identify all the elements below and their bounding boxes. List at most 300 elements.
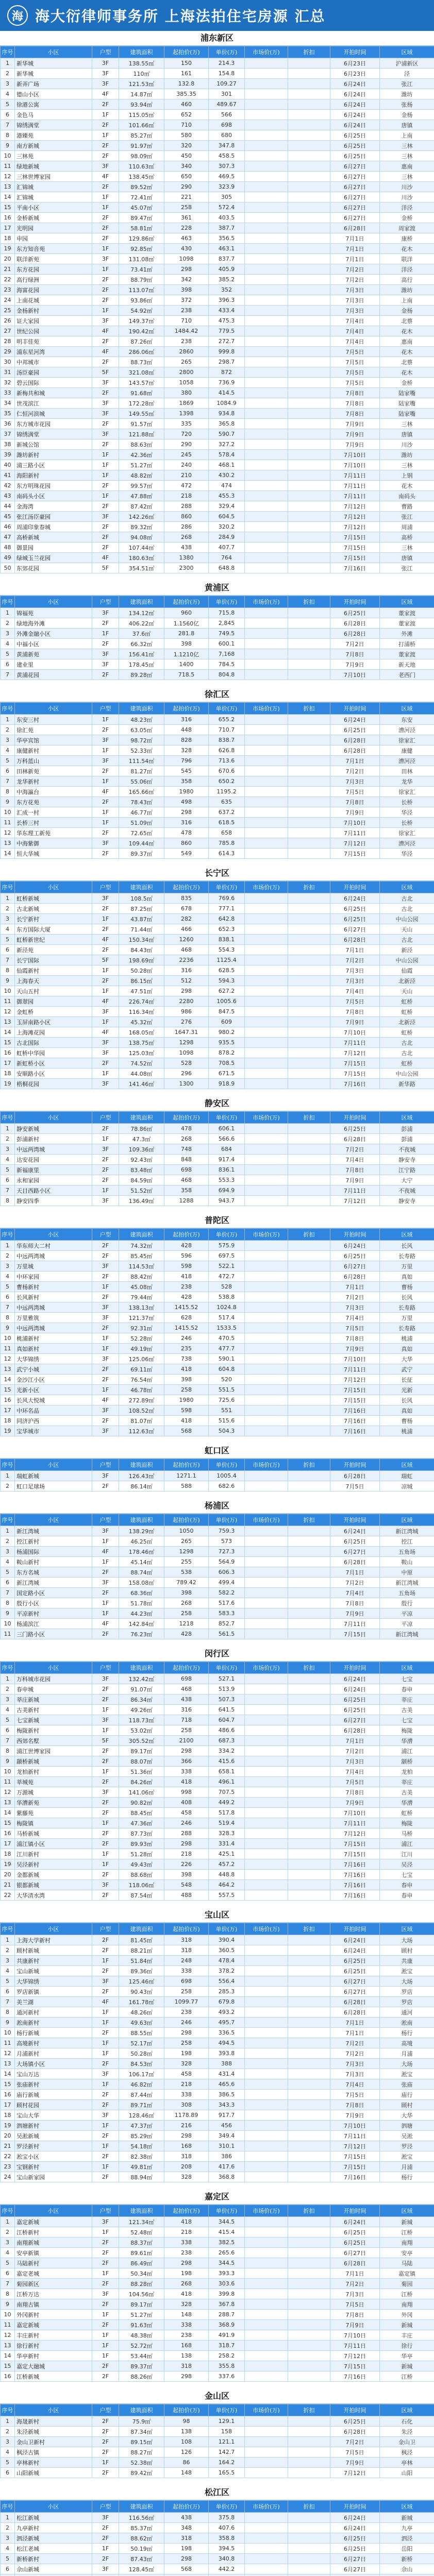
table-cell: 黄浦新苑 (15, 649, 92, 659)
table-cell: 298 (164, 2554, 209, 2564)
table-cell: 7月11日 (330, 1038, 380, 1048)
table-cell: 8 (1, 965, 15, 976)
table-cell: 7月8日 (330, 2310, 380, 2320)
table-cell: 331.4 (209, 1839, 245, 1849)
table-cell: 1F (92, 2341, 119, 2351)
table-cell: 龙柏 (380, 1767, 434, 1777)
table-cell: 山阳新城 (15, 2468, 92, 2478)
table-cell: 463 (164, 233, 209, 244)
table-cell: 356.5 (209, 233, 245, 244)
table-cell (288, 735, 330, 745)
table-cell: 3F (92, 429, 119, 439)
table-cell: 517.6 (209, 1598, 245, 1608)
table-cell: 4 (1, 1966, 15, 1976)
table-cell: 北蔡 (380, 357, 434, 367)
table-cell: 7月1日 (330, 945, 380, 955)
table-cell (245, 491, 288, 501)
table-row (1, 2574, 434, 2576)
table-cell (288, 306, 330, 316)
table-cell: 3F (92, 838, 119, 849)
table-cell: 1.1210亿 (164, 649, 209, 659)
table-row (1, 1870, 434, 1880)
table-cell (288, 481, 330, 491)
table-cell: 360.5 (209, 1945, 245, 1956)
table-cell: 万里 (380, 1261, 434, 1272)
table-cell (245, 1048, 288, 1058)
table-cell: 4F (92, 1619, 119, 1629)
table-cell: 2F (92, 439, 119, 450)
table-cell: 14 (1, 2069, 15, 2079)
table-cell: 13 (1, 2341, 15, 2351)
column-header: 开拍时间 (330, 1514, 380, 1526)
table-cell: 田林 (380, 766, 434, 776)
table-cell: 736.9 (209, 378, 245, 388)
table-cell: 417.6 (209, 2162, 245, 2172)
table-cell: 91.63㎡ (119, 2320, 164, 2330)
table-cell: 1 (1, 58, 15, 69)
table-cell: 456 (209, 2121, 245, 2131)
table-cell (288, 2248, 330, 2258)
table-cell (245, 608, 288, 618)
table-cell: 7月2日 (330, 955, 380, 965)
table-cell (288, 1859, 330, 1870)
table-cell: 同济沪西 (15, 1416, 92, 1426)
table-cell: 金都新城 (15, 1870, 92, 1880)
table-cell: 132.42㎡ (119, 1674, 164, 1684)
table-cell: 7月5日 (330, 2447, 380, 2458)
column-header: 户型 (92, 1229, 119, 1241)
table-cell: 1F (92, 1705, 119, 1715)
table-cell: 53.44㎡ (119, 2351, 164, 2361)
table-cell: 32 (1, 378, 15, 388)
table-cell: 298 (164, 1746, 209, 1756)
column-header: 折扣 (288, 2404, 330, 2416)
table-cell: 276 (164, 1017, 209, 1027)
table-row (1, 1987, 434, 1997)
table-cell (288, 1684, 330, 1694)
table-row (1, 2268, 434, 2279)
table-cell: 89.15㎡ (119, 2437, 164, 2447)
table-cell: 曹杨 (380, 1282, 434, 1292)
table-cell: 89.47㎡ (119, 213, 164, 223)
table-cell: 7月8日 (330, 1333, 380, 1344)
table-cell: 338 (164, 2090, 209, 2100)
table-cell: 4 (1, 2447, 15, 2458)
table-row (1, 2320, 434, 2330)
table-cell: 329.4 (209, 501, 245, 512)
table-cell (288, 976, 330, 986)
table-cell: 81.45㎡ (119, 1935, 164, 1945)
table-cell: 6月28日 (330, 745, 380, 756)
table-cell: 2F (92, 849, 119, 859)
table-cell: 锦绣满堂 (15, 429, 92, 439)
table-cell (288, 439, 330, 450)
table-row (1, 79, 434, 89)
table-cell: 132.8 (164, 79, 209, 89)
table-cell: 943.7 (209, 1196, 245, 1206)
table-cell: 华漕 (380, 1798, 434, 1808)
table-cell: 655.2 (209, 715, 245, 725)
table-cell (288, 2361, 330, 2371)
table-cell: 7月8日 (330, 1787, 380, 1798)
column-header: 区域 (380, 2404, 434, 2416)
table-cell: 438 (164, 2513, 209, 2523)
table-cell: 128.45㎡ (119, 2564, 164, 2574)
table-cell: 40 (1, 460, 15, 470)
table-cell: 佘山新城 (15, 2564, 92, 2574)
table-cell: 6月25日 (330, 1956, 380, 1966)
table-cell (288, 326, 330, 336)
table-cell (245, 1880, 288, 1890)
column-header: 区域 (380, 2205, 434, 2217)
table-cell: 6月25日 (330, 130, 380, 141)
table-cell: 外冈新村 (15, 2310, 92, 2320)
table-cell: 董家渡 (380, 608, 434, 618)
table-cell: 川沙 (380, 182, 434, 192)
table-cell: 2100 (164, 1736, 209, 1746)
table-row (1, 2151, 434, 2162)
table-cell: 106.17㎡ (119, 2069, 164, 2079)
table-cell: 980.2 (209, 1027, 245, 1038)
table-cell (245, 2533, 288, 2544)
table-cell: 江川 (380, 1849, 434, 1859)
table-cell: 6月24日 (330, 715, 380, 725)
table-cell (119, 2574, 164, 2576)
table-cell (245, 2248, 288, 2258)
table-row (1, 316, 434, 326)
table-cell: 杨行 (380, 2028, 434, 2038)
table-cell: 403.5 (209, 213, 245, 223)
table-cell: 1F (92, 807, 119, 818)
table-cell: 22 (1, 275, 15, 285)
table-cell: 1F (92, 1608, 119, 1619)
table-cell: 2F (92, 1588, 119, 1598)
table-cell: 143.57㎡ (119, 378, 164, 388)
table-cell: 418 (164, 2289, 209, 2299)
table-cell: 世茂滨江 (15, 398, 92, 409)
table-cell: 7月9日 (330, 429, 380, 439)
table-cell (245, 2141, 288, 2151)
table-cell (288, 2533, 330, 2544)
listing-table (0, 1514, 434, 1639)
table-cell (245, 1165, 288, 1175)
table-cell: 670.6 (209, 766, 245, 776)
table-cell: 中原 (380, 1567, 434, 1578)
table-cell: 517.4 (209, 1313, 245, 1323)
table-cell: 472.7 (209, 1272, 245, 1282)
table-cell (288, 1756, 330, 1767)
table-cell: 6月27日 (330, 182, 380, 192)
table-cell: 7 (1, 1302, 15, 1313)
table-row (1, 670, 434, 680)
table-cell: 梅陇 (380, 1818, 434, 1828)
table-cell (245, 1144, 288, 1155)
table-cell: 308 (164, 2100, 209, 2110)
table-cell: 新弄广场 (15, 79, 92, 89)
table-cell: 4 (1, 2544, 15, 2554)
table-cell: 604.7 (209, 1715, 245, 1725)
table-cell: 曹杨新村 (15, 1282, 92, 1292)
table-cell: 7月15日 (330, 1839, 380, 1849)
table-cell: 莘庄新城 (15, 1694, 92, 1705)
table-cell: 华漕新苑 (15, 1798, 92, 1808)
table-cell: 金山卫新村 (15, 2437, 92, 2447)
table-cell: 21 (1, 2141, 15, 2151)
table-cell: 绿城玉兰花园 (15, 553, 92, 563)
table-cell (245, 1629, 288, 1639)
table-cell: 121.88㎡ (119, 429, 164, 439)
table-cell: 凉城 (380, 1481, 434, 1492)
table-cell: 13 (1, 182, 15, 192)
table-row (1, 1567, 434, 1578)
table-cell: 7月1日 (330, 254, 380, 264)
table-cell: 吴泾新村 (15, 1859, 92, 1870)
table-cell: 51.84㎡ (119, 1956, 164, 1966)
table-cell: 4 (1, 745, 15, 756)
table-cell: 290 (164, 182, 209, 192)
column-header: 小区 (15, 1514, 92, 1526)
table-cell (245, 1058, 288, 1069)
table-cell: 129.1 (209, 2416, 245, 2427)
table-cell: 836.1 (209, 1165, 245, 1175)
table-cell: 华东理工新苑 (15, 828, 92, 838)
table-cell: 538.8 (209, 1292, 245, 1302)
table-cell (245, 264, 288, 275)
table-cell (245, 1405, 288, 1416)
table-cell (288, 2268, 330, 2279)
table-cell: 698 (164, 1674, 209, 1684)
table-row (1, 955, 434, 965)
table-cell: 658 (209, 828, 245, 838)
table-cell: 88.45㎡ (119, 1808, 164, 1818)
table-cell: 20 (1, 2131, 15, 2141)
table-cell (245, 1069, 288, 1079)
table-cell: 6月27日 (330, 192, 380, 202)
table-cell: 2 (1, 618, 15, 629)
table-cell (288, 295, 330, 306)
table-cell: 455.3 (209, 491, 245, 501)
table-cell: 235 (164, 1344, 209, 1354)
table-cell: 大华锦绣 (15, 1976, 92, 1987)
table-cell: 东方城市花园 (15, 419, 92, 429)
table-cell: 450 (164, 151, 209, 161)
column-header: 区域 (380, 1923, 434, 1935)
section-spacer (0, 859, 434, 866)
table-cell: 罗店 (380, 1997, 434, 2007)
column-header: 户型 (92, 2404, 119, 2416)
table-cell: 彭浦 (380, 1124, 434, 1134)
table-cell: 116.56㎡ (119, 2513, 164, 2523)
table-cell: 491.9 (209, 2330, 245, 2341)
table-cell: 万科蓝山 (15, 756, 92, 766)
table-cell: 557.5 (209, 1890, 245, 1901)
table-cell: 408 (164, 1798, 209, 1808)
table-cell: 汤臣豪园 (15, 367, 92, 378)
column-header: 户型 (92, 1662, 119, 1674)
table-cell: 37 (1, 429, 15, 439)
table-cell: 5 (1, 99, 15, 110)
table-cell: 1F (92, 1536, 119, 1547)
table-cell: 142.84㎡ (119, 1619, 164, 1629)
table-cell: 华泾 (380, 849, 434, 859)
table-cell: 东安 (380, 715, 434, 725)
table-cell: 中环名品 (15, 1405, 92, 1416)
table-cell (288, 1674, 330, 1684)
table-cell (245, 1302, 288, 1313)
table-row (1, 1302, 434, 1313)
table-row (1, 1017, 434, 1027)
column-header: 区域 (380, 1229, 434, 1241)
table-cell: 11 (1, 1777, 15, 1787)
table-cell: 中海紫御 (15, 838, 92, 849)
table-cell (245, 357, 288, 367)
table-row (1, 213, 434, 223)
table-cell (288, 1426, 330, 1436)
table-cell (245, 306, 288, 316)
table-row (1, 244, 434, 254)
table-row (1, 306, 434, 316)
table-cell: 7月3日 (330, 2059, 380, 2069)
table-cell: 7月2日 (330, 766, 380, 776)
section-spacer (0, 2182, 434, 2190)
column-header: 市场价(万) (245, 2205, 288, 2217)
table-cell: 551.5 (209, 1385, 245, 1395)
table-cell: 6月25日 (330, 2227, 380, 2238)
table-row (1, 2416, 434, 2427)
table-cell: 6 (1, 659, 15, 670)
table-cell (288, 409, 330, 419)
table-row (1, 776, 434, 787)
table-cell (245, 1859, 288, 1870)
table-cell: 7月2日 (330, 2048, 380, 2059)
table-cell: 3F (92, 659, 119, 670)
table-cell: 88.73㎡ (119, 357, 164, 367)
column-header: 小区 (15, 1923, 92, 1935)
table-row (1, 1608, 434, 1619)
table-cell: 世纪公园 (15, 326, 92, 336)
table-cell (245, 398, 288, 409)
table-cell (245, 745, 288, 756)
table-cell (245, 213, 288, 223)
table-cell (288, 2258, 330, 2268)
table-row (1, 1333, 434, 1344)
table-row (1, 1629, 434, 1639)
table-cell (245, 2121, 288, 2131)
table-cell: 334.2 (209, 1746, 245, 1756)
table-row (1, 151, 434, 161)
table-cell: 19 (1, 244, 15, 254)
table-cell: 598 (164, 1261, 209, 1272)
table-cell: 578.4 (209, 450, 245, 460)
table-cell (288, 419, 330, 429)
column-header: 建筑面积 (119, 1662, 164, 1674)
table-cell: 金桥 (380, 378, 434, 388)
table-cell: 367.8 (209, 2299, 245, 2310)
table-row (1, 450, 434, 460)
table-cell: 1F (92, 629, 119, 639)
table-row (1, 828, 434, 838)
table-cell: 1F (92, 1017, 119, 1027)
table-cell: 6月25日 (330, 1124, 380, 1134)
table-cell (288, 172, 330, 182)
table-cell: 12 (1, 1354, 15, 1364)
table-cell: 46.77㎡ (119, 807, 164, 818)
column-header: 市场价(万) (245, 1514, 288, 1526)
table-cell: 804.8 (209, 670, 245, 680)
table-cell: 7月15日 (330, 2361, 380, 2371)
table-cell: 496.1 (209, 1777, 245, 1787)
table-cell: 陆家嘴 (380, 388, 434, 398)
table-cell: 2F (92, 1375, 119, 1385)
table-cell (245, 2028, 288, 2038)
table-cell: 7,168 (209, 649, 245, 659)
table-cell: 238 (164, 2007, 209, 2018)
table-cell: 7月5日 (330, 787, 380, 797)
table-cell: 颛桥新城 (15, 1756, 92, 1767)
table-row (1, 429, 434, 439)
table-cell: 1F (92, 130, 119, 141)
table-cell: 新桥新村 (15, 2554, 92, 2564)
table-cell (288, 2458, 330, 2468)
table-cell (245, 2351, 288, 2361)
table-cell (288, 1608, 330, 1619)
column-header: 区域 (380, 1112, 434, 1124)
table-cell: 1F (92, 914, 119, 924)
table-cell: 92.85㎡ (119, 244, 164, 254)
table-cell: 新江湾城 (15, 1578, 92, 1588)
table-cell: 罗店 (380, 1987, 434, 1997)
table-cell: 3 (1, 1694, 15, 1705)
table-cell: 9 (1, 2299, 15, 2310)
table-cell: 47 (1, 532, 15, 543)
table-cell: 7月12日 (330, 512, 380, 522)
table-cell: 田林新苑 (15, 766, 92, 776)
table-row (1, 1196, 434, 1206)
table-row (1, 2289, 434, 2299)
table-cell: 顾村花园 (15, 2100, 92, 2110)
table-cell: 6月23日 (330, 58, 380, 69)
table-cell: 长风新村 (15, 1292, 92, 1302)
table-cell: 1298 (164, 1038, 209, 1048)
table-cell: 7月9日 (330, 1344, 380, 1354)
table-cell: 1F (92, 491, 119, 501)
table-cell: 新城 (380, 2217, 434, 2227)
table-cell: 3 (1, 735, 15, 745)
table-cell: 4 (1, 1705, 15, 1715)
table-cell: 548 (164, 1880, 209, 1890)
column-header: 单价(万) (209, 2404, 245, 2416)
table-cell: 7月15日 (330, 553, 380, 563)
table-cell (288, 1767, 330, 1777)
table-cell: 44 (1, 501, 15, 512)
table-cell: 108.5㎡ (119, 893, 164, 904)
table-cell: 21 (1, 1880, 15, 1890)
table-cell: 52.48㎡ (119, 2227, 164, 2238)
table-cell: 16 (1, 1395, 15, 1405)
table-cell: 713.6 (209, 756, 245, 766)
table-cell: 131.08㎡ (119, 254, 164, 264)
table-cell: 46.82㎡ (119, 2079, 164, 2090)
table-cell (288, 1017, 330, 1027)
table-cell (245, 522, 288, 532)
table-cell: 91.57㎡ (119, 419, 164, 429)
table-cell: 6月24日 (330, 79, 380, 89)
table-cell: 周浦印象春城 (15, 522, 92, 532)
table-cell: 458 (164, 2069, 209, 2079)
table-cell: 349.4 (209, 2131, 245, 2141)
table-cell: 23 (1, 285, 15, 295)
table-cell (288, 2110, 330, 2121)
